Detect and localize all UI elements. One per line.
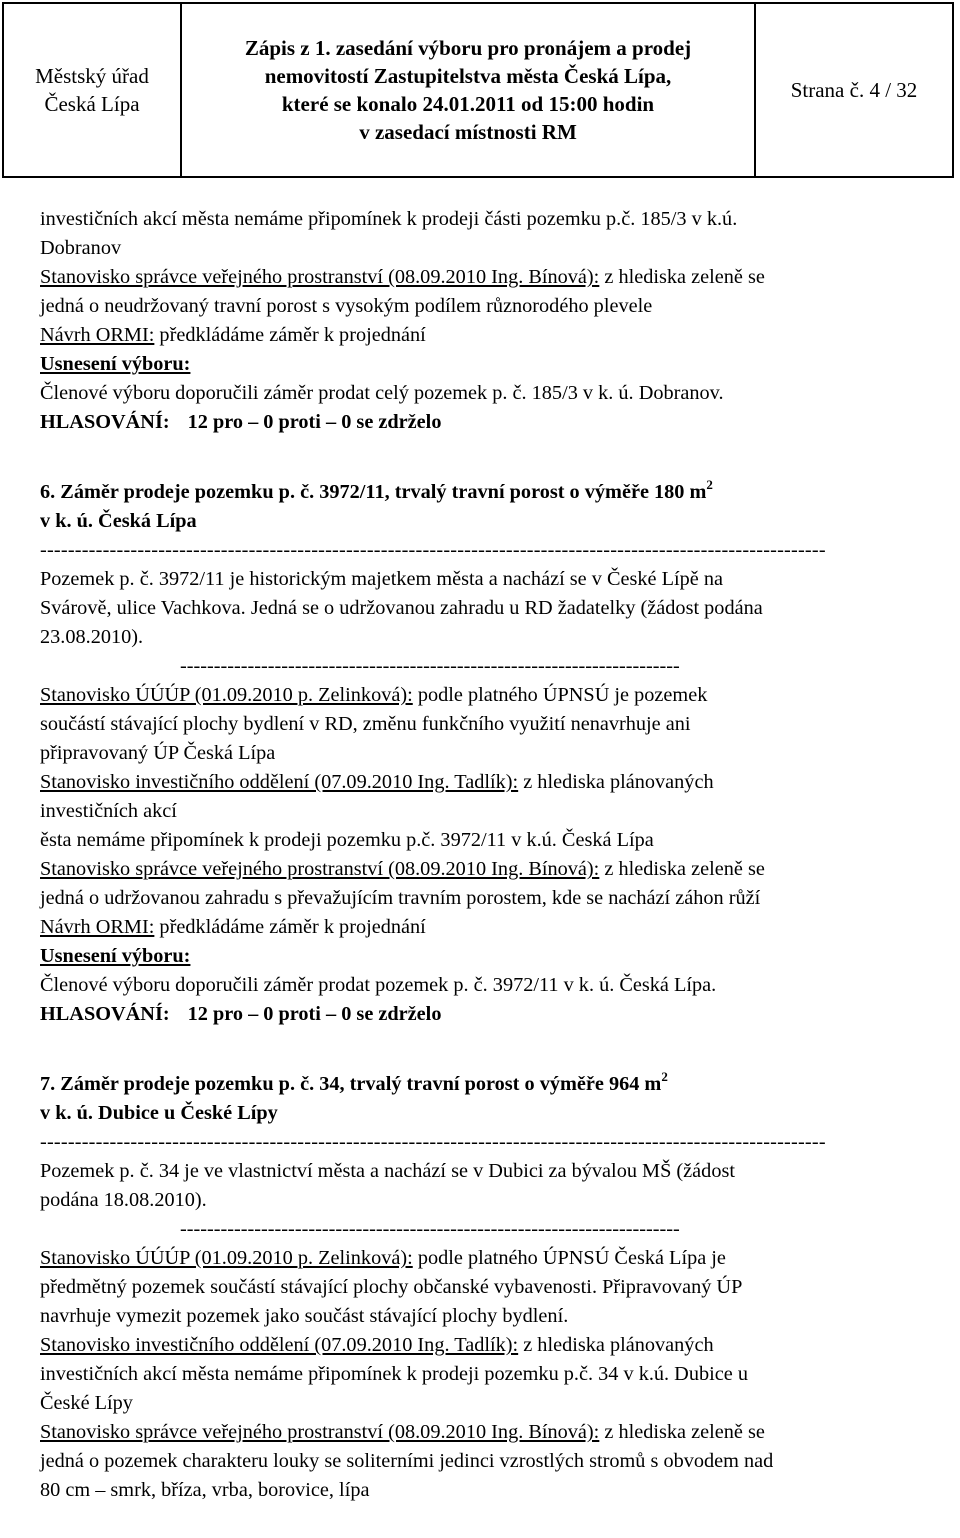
text-line xyxy=(40,1418,950,1447)
section-number: 7. xyxy=(40,1073,56,1095)
vote-text: 12 pro – 0 proti – 0 se zdrželo xyxy=(187,1003,442,1025)
text-line: investičních akcí xyxy=(40,800,177,822)
vote-label: HLASOVÁNÍ: xyxy=(40,411,170,433)
header-title xyxy=(182,4,756,176)
text-line xyxy=(40,321,950,350)
opinion-text: z hlediska zeleně se xyxy=(599,266,765,288)
header-office-line: Česká Lípa xyxy=(44,92,140,116)
text-line: investičních akcí města nemáme připomínek k prodeji pozemku p.č. 34 v k.ú. Dubice u xyxy=(40,1363,748,1385)
section-heading xyxy=(40,478,950,507)
text-line xyxy=(40,1244,950,1273)
text-line xyxy=(40,855,950,884)
section-subtitle: v k. ú. Česká Lípa xyxy=(40,510,197,532)
opinion-text: z hlediska zeleně se xyxy=(599,1421,765,1443)
dash-separator: -------------------------------------------------------------------------- xyxy=(180,1218,680,1240)
header-office-line: Městský úřad xyxy=(35,64,149,88)
section-number: 6. xyxy=(40,481,56,503)
resolution-text: Členové výboru doporučili záměr prodat pozemek p. č. 3972/11 v k. ú. Česká Lípa. xyxy=(40,974,717,996)
header-title-line: Zápis z 1. zasedání výboru pro pronájem a prodej xyxy=(244,36,692,60)
text-line: Pozemek p. č. 3972/11 je historickým majetkem města a nachází se v České Lípě na xyxy=(40,568,723,590)
proposal-label: Návrh ORMI: xyxy=(40,324,155,346)
vote-text: 12 pro – 0 proti – 0 se zdrželo xyxy=(187,411,442,433)
page-number: Strana č. 4 / 32 xyxy=(790,77,918,102)
opinion-text: z hlediska plánovaných xyxy=(518,1334,714,1356)
text-line: navrhuje vymezit pozemek jako součást stávající plochy bydlení. xyxy=(40,1305,569,1327)
text-line: jedná o pozemek charakteru louky se soliterními jedinci vzrostlých stromů s obvodem nad xyxy=(40,1450,774,1472)
section-title: Záměr prodeje pozemku p. č. 3972/11, trvalý travní porost o výměře 180 m xyxy=(60,481,707,503)
proposal-text: předkládáme záměr k projednání xyxy=(154,324,426,346)
document-body xyxy=(40,205,950,1505)
text-line: podána 18.08.2010). xyxy=(40,1189,207,1211)
text-line: předmětný pozemek součástí stávající plochy občanské vybavenosti. Připravovaný ÚP xyxy=(40,1276,743,1298)
resolution-heading: Usnesení výboru: xyxy=(40,945,191,967)
vote-label: HLASOVÁNÍ: xyxy=(40,1003,170,1025)
header-title-line: které se konalo 24.01.2011 od 15:00 hodin xyxy=(281,92,655,116)
opinion-text: z hlediska zeleně se xyxy=(599,858,765,880)
dash-separator: ----------------------------------------------------------------------------------------------------------------- xyxy=(40,539,826,561)
text-line: Svárově, ulice Vachkova. Jedná se o udržovanou zahradu u RD žadatelky (žádost podána xyxy=(40,597,763,619)
vote-result xyxy=(40,1000,950,1029)
text-line: 23.08.2010). xyxy=(40,626,144,648)
text-line: ěsta nemáme připomínek k prodeji pozemku p.č. 3972/11 v k.ú. Česká Lípa xyxy=(40,829,654,851)
text-line: připravovaný ÚP Česká Lípa xyxy=(40,742,276,764)
text-line: investičních akcí města nemáme připomínek k prodeji části pozemku p.č. 185/3 v k.ú. xyxy=(40,208,738,230)
proposal-text: předkládáme záměr k projednání xyxy=(154,916,426,938)
vote-result xyxy=(40,408,950,437)
document-header xyxy=(2,2,954,178)
opinion-label: Stanovisko investičního oddělení (07.09.2010 Ing. Tadlík): xyxy=(40,1334,519,1356)
opinion-label: Stanovisko správce veřejného prostranství (08.09.2010 Ing. Bínová): xyxy=(40,266,600,288)
header-office xyxy=(4,4,182,176)
text-line: jedná o udržovanou zahradu s převažujícím travním porostem, kde se nachází záhon růží xyxy=(40,887,761,909)
section-subtitle: v k. ú. Dubice u České Lípy xyxy=(40,1102,278,1124)
text-line: Dobranov xyxy=(40,237,122,259)
section-heading xyxy=(40,1070,950,1099)
opinion-text: podle platného ÚPNSÚ Česká Lípa je xyxy=(412,1247,726,1269)
text-line xyxy=(40,768,950,797)
text-line: součástí stávající plochy bydlení v RD, změnu funkčního využití nenavrhuje ani xyxy=(40,713,691,735)
opinion-text: podle platného ÚPNSÚ je pozemek xyxy=(412,684,708,706)
resolution-heading: Usnesení výboru: xyxy=(40,353,191,375)
superscript: 2 xyxy=(661,1069,668,1084)
text-line xyxy=(40,1331,950,1360)
dash-separator: -------------------------------------------------------------------------- xyxy=(180,655,680,677)
text-line xyxy=(40,681,950,710)
opinion-label: Stanovisko správce veřejného prostranství (08.09.2010 Ing. Bínová): xyxy=(40,1421,600,1443)
header-title-line: v zasedací místnosti RM xyxy=(359,120,577,144)
header-title-line: nemovitostí Zastupitelstva města Česká Lípa, xyxy=(264,64,672,88)
text-line xyxy=(40,263,950,292)
superscript: 2 xyxy=(706,477,713,492)
text-line: 80 cm – smrk, bříza, vrba, borovice, lípa xyxy=(40,1479,370,1501)
section-title: Záměr prodeje pozemku p. č. 34, trvalý travní porost o výměře 964 m xyxy=(60,1073,662,1095)
opinion-label: Stanovisko investičního oddělení (07.09.2010 Ing. Tadlík): xyxy=(40,771,519,793)
text-line: Pozemek p. č. 34 je ve vlastnictví města a nachází se v Dubici za bývalou MŠ (žádost xyxy=(40,1160,735,1182)
opinion-text: z hlediska plánovaných xyxy=(518,771,714,793)
text-line: jedná o neudržovaný travní porost s vysokým podílem různorodého plevele xyxy=(40,295,653,317)
opinion-label: Stanovisko ÚÚÚP (01.09.2010 p. Zelinková): xyxy=(40,1247,413,1269)
dash-separator: ----------------------------------------------------------------------------------------------------------------- xyxy=(40,1131,826,1153)
text-line xyxy=(40,913,950,942)
proposal-label: Návrh ORMI: xyxy=(40,916,155,938)
text-line: České Lípy xyxy=(40,1392,133,1414)
opinion-label: Stanovisko ÚÚÚP (01.09.2010 p. Zelinková): xyxy=(40,684,413,706)
resolution-text: Členové výboru doporučili záměr prodat celý pozemek p. č. 185/3 v k. ú. Dobranov. xyxy=(40,382,724,404)
opinion-label: Stanovisko správce veřejného prostranství (08.09.2010 Ing. Bínová): xyxy=(40,858,600,880)
